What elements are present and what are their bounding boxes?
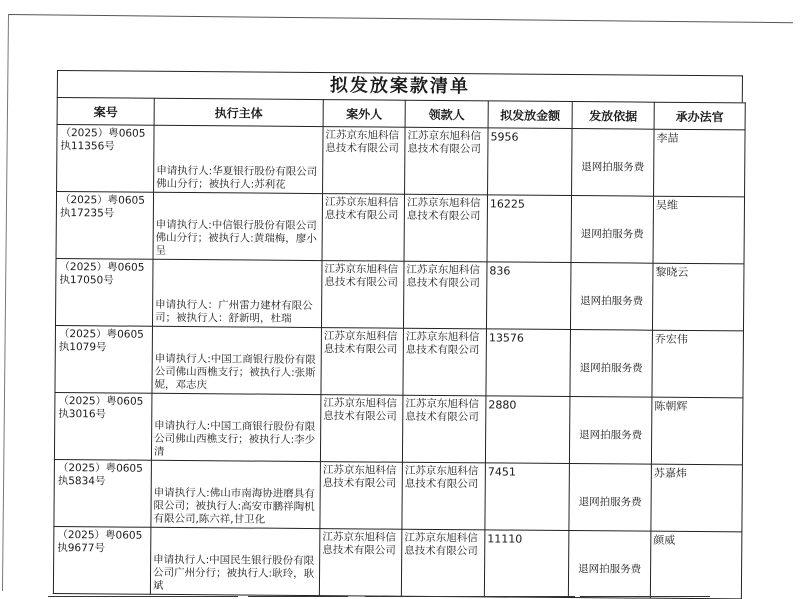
col-header-subject: 执行主体	[154, 98, 323, 126]
subject-cell: 申请执行人:中国工商银行股份有限公司佛山西樵支行；被执行人:李少清	[151, 393, 321, 461]
basis-cell: 退网拍服务费	[570, 330, 653, 398]
payee-cell: 江苏京东旭科信息技术有限公司	[402, 395, 486, 463]
amount-cell: 7451	[485, 463, 570, 531]
subject-cell: 申请执行人：广州雷力建材有限公司；被执行人：舒新明，杜瑞	[152, 259, 322, 327]
judge-cell: 黎晓云	[652, 263, 744, 331]
subject-cell: 申请执行人:中国民生银行股份有限公司广州分行；被执行人:耿玲，耿斌	[150, 527, 320, 595]
table-row	[55, 325, 744, 397]
case-no-cell: （2025）粤0605执17235号	[56, 192, 154, 260]
document-title: 拟发放案款清单	[57, 70, 743, 102]
outsider-cell: 江苏京东旭科信息技术有限公司	[323, 127, 406, 195]
document-sheet	[53, 70, 743, 599]
table-row	[53, 526, 742, 598]
case-no-cell: （2025）粤0605执9677号	[53, 526, 151, 594]
judge-cell: 吴维	[653, 196, 745, 264]
amount-cell: 13576	[486, 329, 571, 397]
outsider-cell: 江苏京东旭科信息技术有限公司	[320, 395, 403, 463]
subject-cell: 申请执行人:中国工商银行股份有限公司佛山西樵支行；被执行人:张斯妮，邓志庆	[152, 326, 322, 394]
payee-cell: 江苏京东旭科信息技术有限公司	[403, 261, 487, 329]
bottom-rule	[248, 596, 348, 597]
case-no-cell: （2025）粤0605执5834号	[54, 459, 152, 527]
table-row	[54, 392, 743, 464]
amount-cell: 2880	[485, 396, 570, 464]
payee-cell: 江苏京东旭科信息技术有限公司	[403, 328, 487, 396]
judge-cell: 李喆	[654, 129, 746, 197]
basis-cell: 退网拍服务费	[568, 531, 651, 599]
outsider-cell: 江苏京东旭科信息技术有限公司	[319, 529, 402, 597]
table-row	[55, 258, 744, 330]
case-no-cell: （2025）粤0605执11356号	[57, 125, 155, 193]
amount-cell: 5956	[488, 128, 573, 196]
col-header-payee: 领款人	[405, 100, 488, 128]
payee-cell: 江苏京东旭科信息技术有限公司	[401, 529, 485, 597]
bottom-rule	[365, 596, 575, 597]
subject-cell: 申请执行人:华夏银行股份有限公司佛山分行；被执行人:苏利花	[154, 125, 324, 193]
case-no-cell: （2025）粤0605执17050号	[55, 258, 153, 326]
outsider-cell: 江苏京东旭科信息技术有限公司	[321, 328, 404, 396]
payment-list-table	[53, 97, 746, 599]
table-row	[54, 459, 743, 531]
subject-cell: 申请执行人:佛山市南海协进磨具有限公司；被执行人:高安市鹏祥陶机有限公司,陈六祥,甘卫化	[151, 460, 321, 528]
amount-cell: 11110	[484, 530, 569, 598]
col-header-basis: 发放依据	[572, 102, 654, 130]
bottom-rule	[580, 596, 710, 597]
basis-cell: 退网拍服务费	[570, 263, 653, 331]
judge-cell: 乔宏伟	[652, 330, 744, 398]
col-header-judge: 承办法官	[654, 102, 745, 130]
col-header-amount: 拟发放金额	[488, 101, 572, 129]
subject-cell: 申请执行人:中信银行股份有限公司佛山分行；被执行人:黄瑞梅，廖小呈	[153, 192, 323, 260]
table-row	[57, 125, 746, 197]
basis-cell: 退网拍服务费	[569, 464, 652, 532]
bottom-rule	[48, 596, 238, 597]
col-header-case-no: 案号	[57, 98, 154, 126]
outsider-cell: 江苏京东旭科信息技术有限公司	[320, 462, 403, 530]
case-no-cell: （2025）粤0605执1079号	[55, 325, 153, 393]
col-header-outsider: 案外人	[323, 100, 405, 128]
outsider-cell: 江苏京东旭科信息技术有限公司	[321, 261, 404, 329]
table-row	[56, 192, 745, 264]
payee-cell: 江苏京东旭科信息技术有限公司	[404, 194, 488, 262]
amount-cell: 16225	[487, 195, 572, 263]
outsider-cell: 江苏京东旭科信息技术有限公司	[322, 194, 405, 262]
basis-cell: 退网拍服务费	[569, 397, 652, 465]
judge-cell: 陈朝辉	[651, 397, 743, 465]
amount-cell: 836	[486, 262, 571, 330]
judge-cell: 颜威	[650, 531, 742, 599]
basis-cell: 退网拍服务费	[572, 129, 655, 197]
judge-cell: 苏嘉炜	[651, 464, 743, 532]
payee-cell: 江苏京东旭科信息技术有限公司	[402, 462, 486, 530]
case-no-cell: （2025）粤0605执3016号	[54, 392, 152, 460]
basis-cell: 退网拍服务费	[571, 196, 654, 264]
payee-cell: 江苏京东旭科信息技术有限公司	[405, 127, 489, 195]
